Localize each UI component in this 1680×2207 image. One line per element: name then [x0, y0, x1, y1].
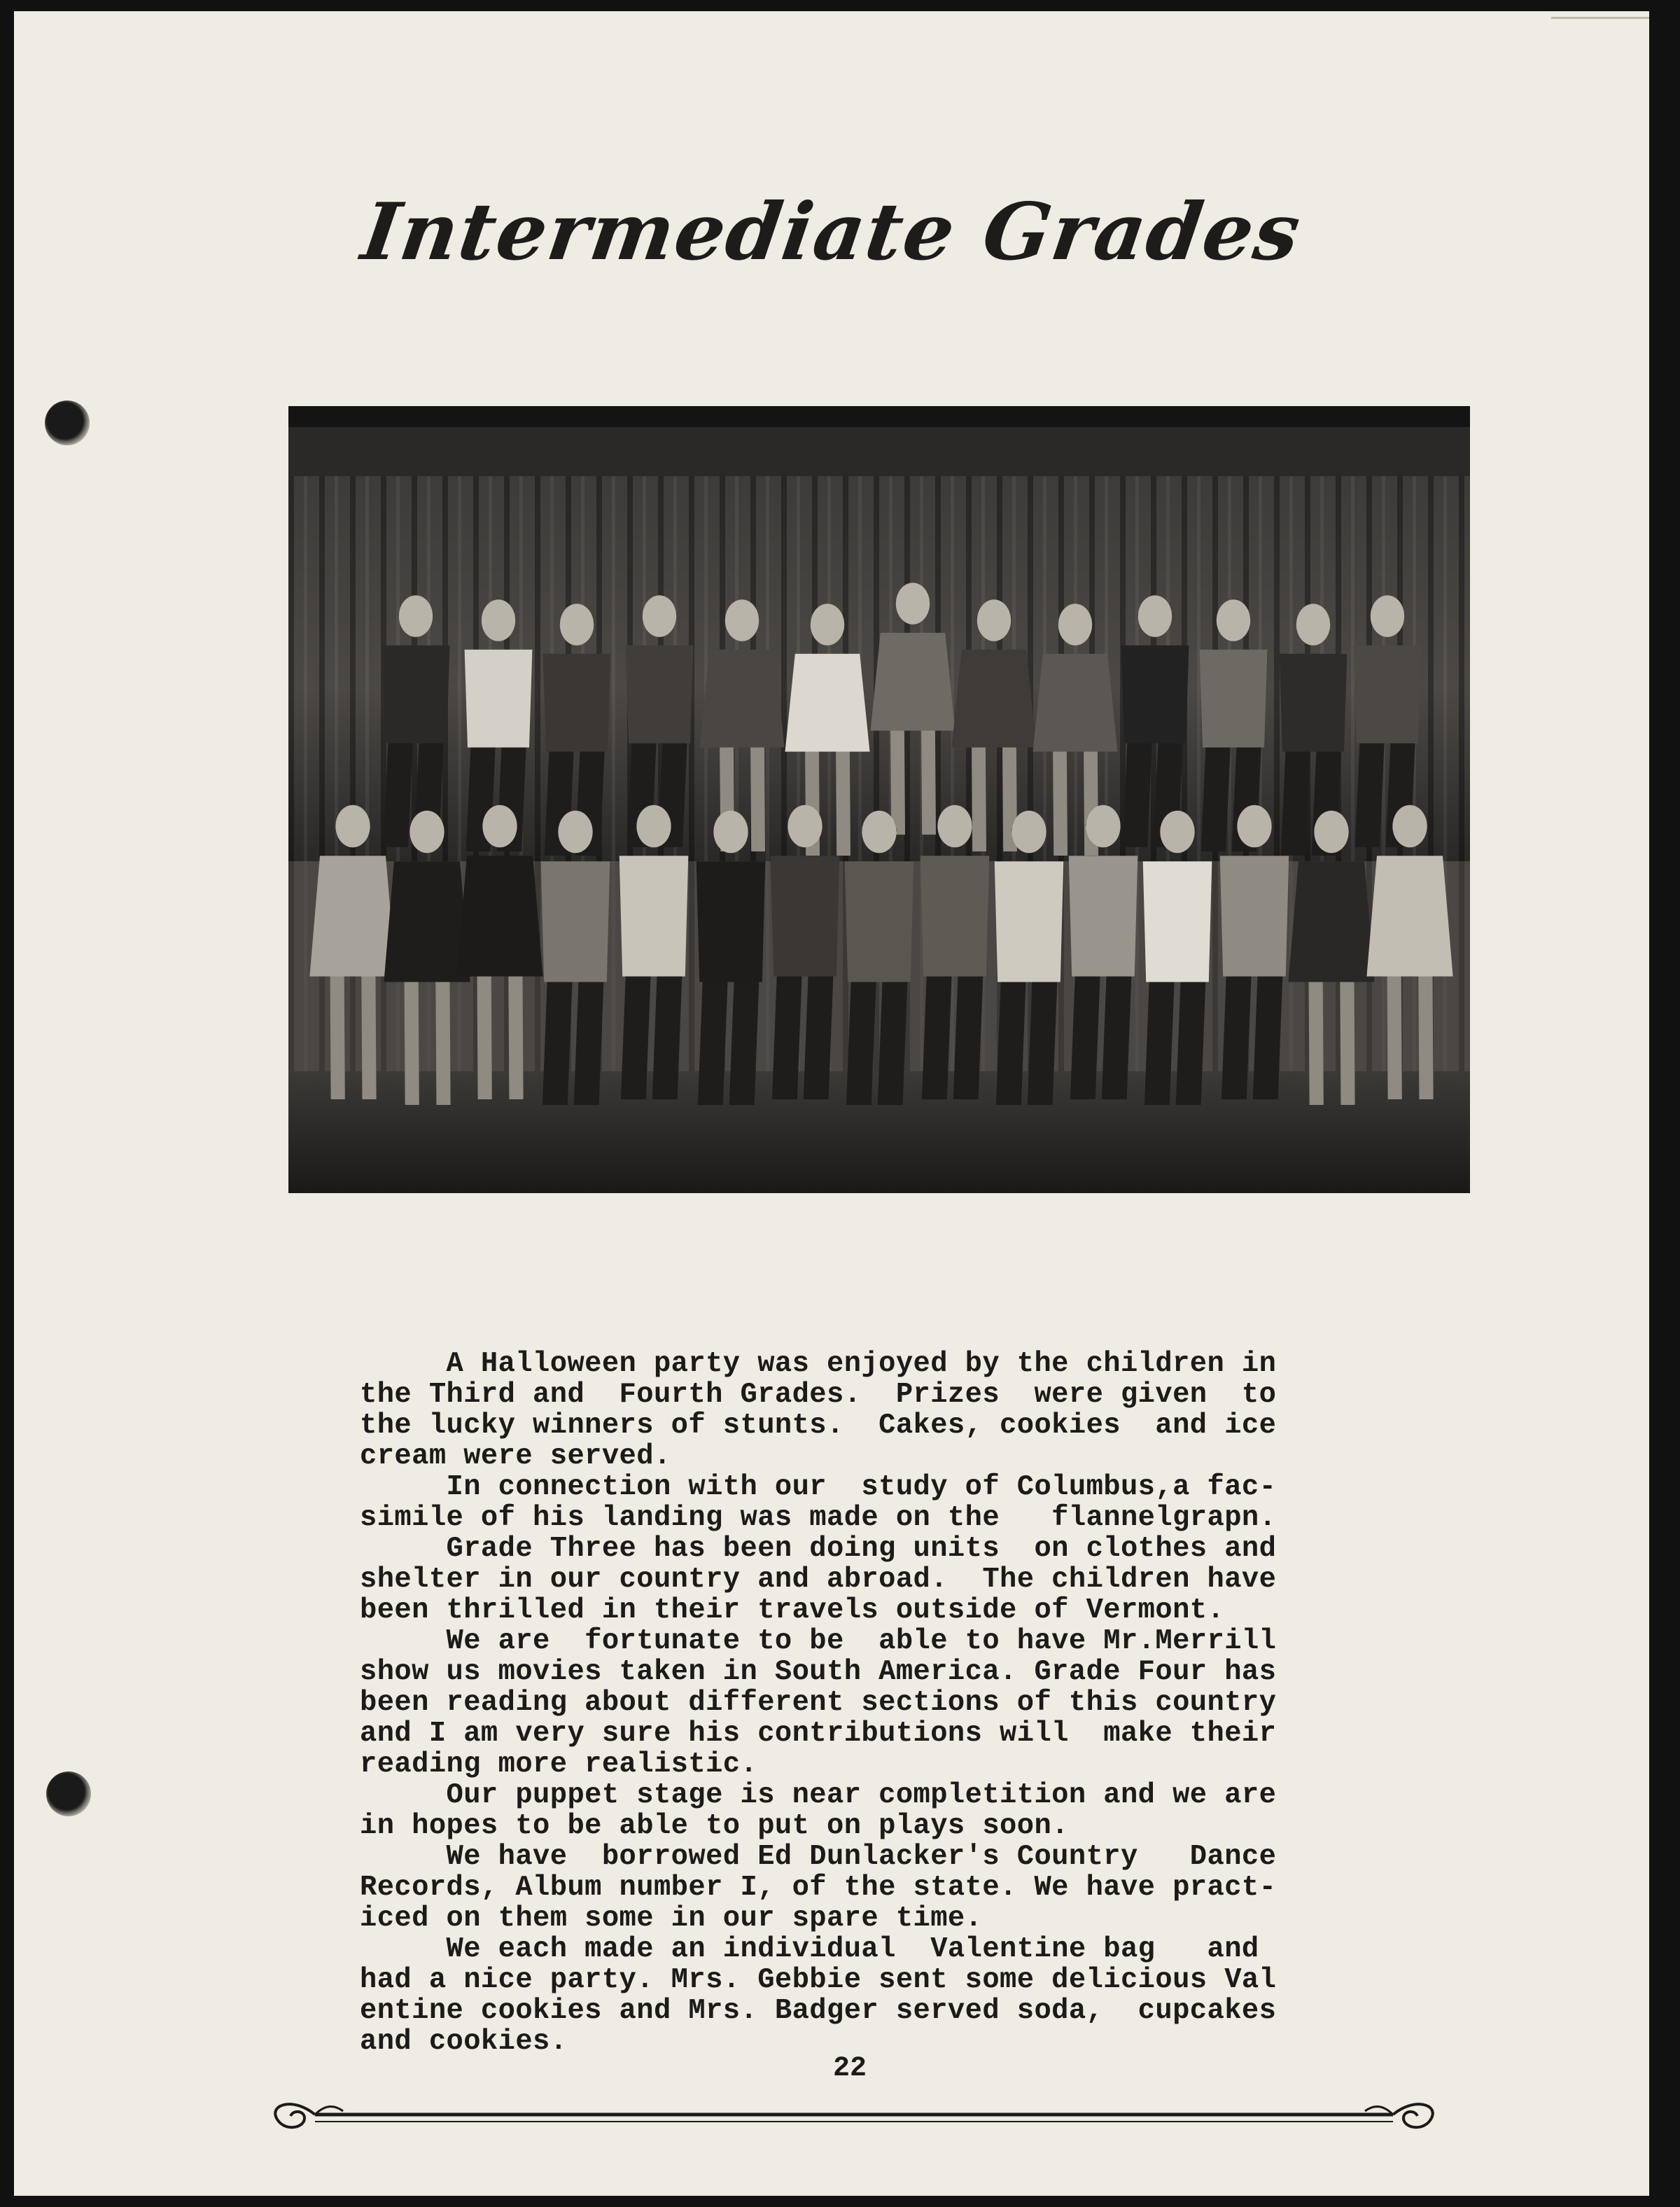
body-text-line: shelter in our country and abroad. The children have	[360, 1564, 1277, 1596]
document-page	[14, 11, 1649, 2196]
body-text-line: been thrilled in their travels outside of Vermont.	[360, 1594, 1225, 1627]
body-text-line: entine cookies and Mrs. Badger served soda, cupcakes	[360, 1995, 1277, 2027]
binder-hole-icon	[46, 1771, 91, 1816]
body-text-line: cream were served.	[360, 1440, 671, 1473]
body-text-line: in hopes to be able to put on plays soon.	[360, 1810, 1069, 1842]
body-text-line: reading more realistic.	[360, 1748, 758, 1781]
page-number: 22	[833, 2053, 867, 2084]
body-text-line: been reading about different sections of this country	[360, 1687, 1277, 1719]
body-text-line: We have borrowed Ed Dunlacker's Country Dance	[360, 1841, 1277, 1873]
body-text-line: In connection with our study of Columbus,a fac-	[360, 1471, 1277, 1503]
page-corner-line	[1551, 17, 1649, 19]
body-text-line: We each made an individual Valentine bag and	[360, 1933, 1259, 1965]
class-photo-icon	[288, 406, 1470, 1193]
body-text-line: We are fortunate to be able to have Mr.Merrill	[360, 1625, 1277, 1657]
body-text-line: Records, Album number I, of the state. We have pract-	[360, 1872, 1277, 1904]
footer-ornament-icon	[266, 2094, 1442, 2136]
class-photo-image	[288, 406, 1470, 1193]
body-text-line: had a nice party. Mrs. Gebbie sent some delicious Val	[360, 1964, 1277, 1996]
body-text-line: the lucky winners of stunts. Cakes, cookies and ice	[360, 1409, 1277, 1442]
body-text-line: simile of his landing was made on the flannelgrapn.	[360, 1502, 1277, 1534]
body-text-line: the Third and Fourth Grades. Prizes were given to	[360, 1379, 1277, 1411]
body-text	[360, 1349, 1382, 2057]
body-text-line: Grade Three has been doing units on clothes and	[360, 1533, 1277, 1565]
body-text-line: and I am very sure his contributions will make their	[360, 1718, 1277, 1750]
page-title: Intermediate Grades	[356, 186, 1307, 278]
body-text-line: show us movies taken in South America. Grade Four has	[360, 1656, 1277, 1688]
binder-hole-icon	[45, 401, 90, 445]
body-text-line: A Halloween party was enjoyed by the children in	[360, 1348, 1277, 1380]
body-text-line: Our puppet stage is near completition and we are	[360, 1779, 1277, 1811]
body-text-line: and cookies.	[360, 2026, 568, 2058]
body-text-line: iced on them some in our spare time.	[360, 1902, 983, 1935]
